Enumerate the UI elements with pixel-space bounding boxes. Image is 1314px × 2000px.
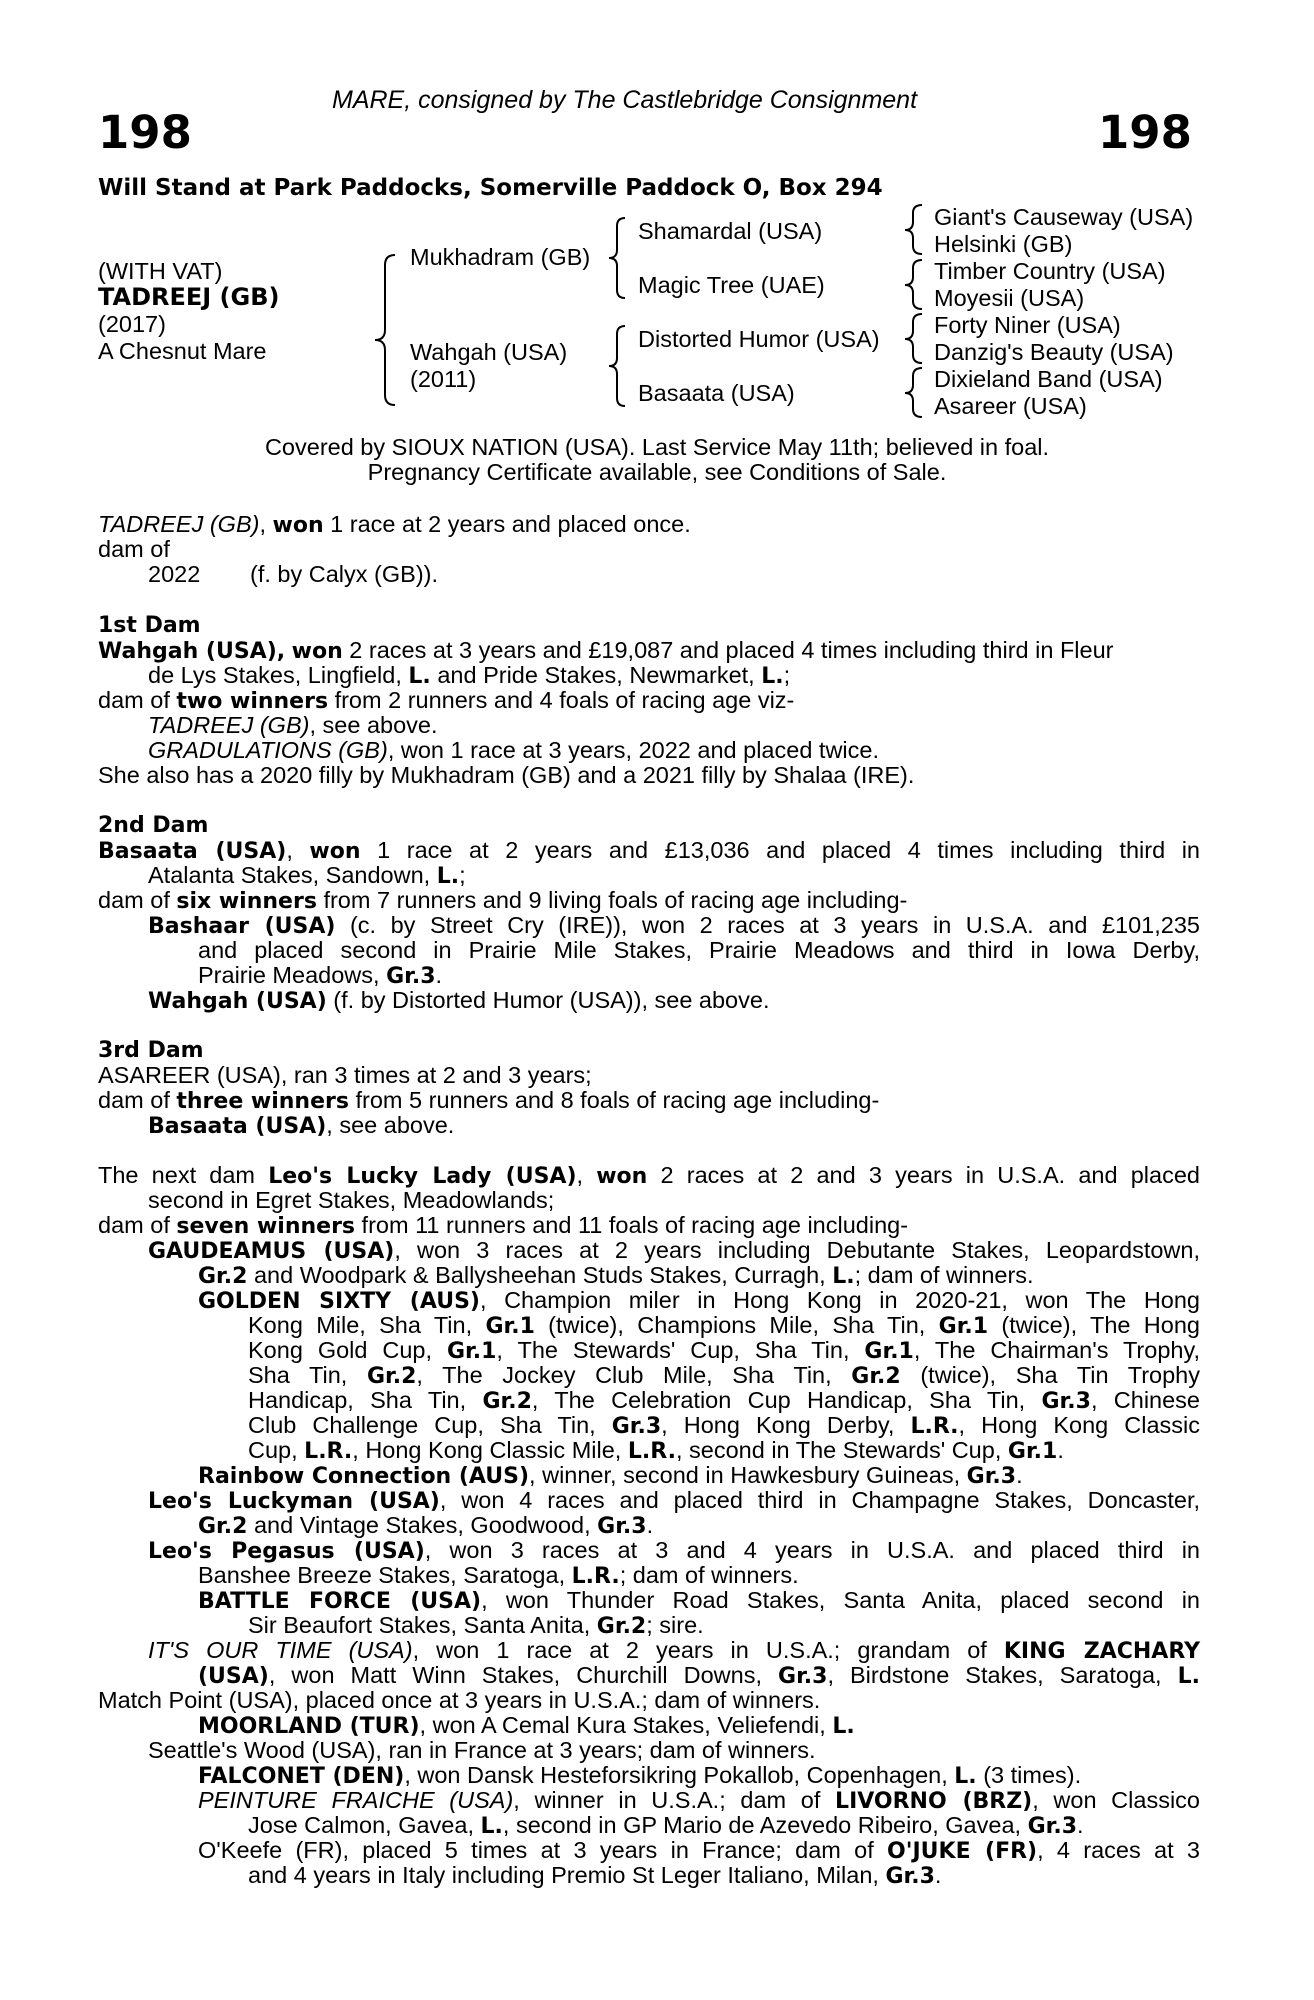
- first-dam-line-6: She also has a 2020 filly by Mukhadram (GB) and a 2021 filly by Shalaa (IRE).: [98, 762, 915, 788]
- first-dam-line-3: dam of two winners from 2 runners and 4 foals of racing age viz-: [98, 687, 795, 714]
- second-dam-line-1: Basaata (USA), won 1 race at 2 years and £13,036 and placed 4 times including third in: [98, 837, 1201, 864]
- second-dam-line-4: Bashaar (USA) (c. by Street Cry (IRE)), won 2 races at 3 years in U.S.A. and £101,235: [148, 912, 1200, 939]
- pedigree-dam-year: (2011): [410, 366, 477, 392]
- horse-year: (2017): [98, 311, 166, 337]
- third-dam-line-3: Basaata (USA), see above.: [148, 1112, 455, 1139]
- battle-force-line-1: BATTLE FORCE (USA), won Thunder Road Stakes, Santa Anita, placed second in: [198, 1587, 1200, 1614]
- intro-name: TADREEJ (GB): [98, 511, 260, 537]
- gaudeamus-line-2: Gr.2 and Woodpark & Ballysheehan Studs Stakes, Curragh, L.; dam of winners.: [198, 1262, 1034, 1289]
- pedigree-g5: Forty Niner (USA): [934, 312, 1121, 338]
- first-dam-line-4: TADREEJ (GB), see above.: [148, 712, 438, 738]
- battle-force-line-2: Sir Beaufort Stakes, Santa Anita, Gr.2; sire.: [248, 1612, 704, 1639]
- pedigree-sire: Mukhadram (GB): [410, 244, 591, 270]
- intro-line: TADREEJ (GB), won 1 race at 2 years and placed once.: [98, 511, 691, 538]
- lot-number-right: 198: [1098, 106, 1192, 159]
- its-our-time-line-1: IT'S OUR TIME (USA), won 1 race at 2 years in U.S.A.; grandam of KING ZACHARY: [148, 1637, 1201, 1664]
- intro-foal-year: 2022: [148, 561, 201, 587]
- first-dam-line-5: GRADULATIONS (GB), won 1 race at 3 years, 2022 and placed twice.: [148, 737, 879, 763]
- first-dam-line-1: Wahgah (USA), won 2 races at 3 years and £19,087 and placed 4 times including third in Fleur: [98, 637, 1114, 664]
- horse-description: A Chesnut Mare: [98, 338, 267, 364]
- intro-dam-of: dam of: [98, 536, 170, 562]
- leos-pegasus-line-2: Banshee Breeze Stakes, Saratoga, L.R.; dam of winners.: [198, 1562, 799, 1589]
- pedigree-dam-dam: Basaata (USA): [638, 380, 795, 406]
- moorland-line: MOORLAND (TUR), won A Cemal Kura Stakes, Veliefendi, L.: [198, 1712, 855, 1739]
- pedigree-sire-dam: Magic Tree (UAE): [638, 272, 825, 298]
- pedigree-g1: Giant's Causeway (USA): [934, 204, 1194, 230]
- match-point-line: Match Point (USA), placed once at 3 years in U.S.A.; dam of winners.: [98, 1687, 821, 1713]
- consignment-line: MARE, consigned by The Castlebridge Consignment: [332, 86, 918, 114]
- golden-sixty-line-2: Kong Mile, Sha Tin, Gr.1 (twice), Champions Mile, Sha Tin, Gr.1 (twice), The Hong: [248, 1312, 1200, 1339]
- second-dam-heading: 2nd Dam: [98, 813, 209, 838]
- intro-rest: 1 race at 2 years and placed once.: [323, 511, 691, 537]
- pedigree-g3: Timber Country (USA): [934, 258, 1166, 284]
- pedigree-g8: Asareer (USA): [934, 393, 1087, 419]
- vat-label: (WITH VAT): [98, 258, 223, 284]
- intro-won: won: [272, 513, 324, 538]
- pedigree-g7: Dixieland Band (USA): [934, 366, 1163, 392]
- golden-sixty-line-1: GOLDEN SIXTY (AUS), Champion miler in Hong Kong in 2020-21, won The Hong: [198, 1287, 1200, 1314]
- first-dam-heading: 1st Dam: [98, 613, 201, 638]
- covered-line-2: Pregnancy Certificate available, see Conditions of Sale.: [367, 459, 947, 485]
- intro-foal-desc: (f. by Calyx (GB)).: [250, 561, 439, 587]
- its-our-time-line-2: (USA), won Matt Winn Stakes, Churchill Downs, Gr.3, Birdstone Stakes, Saratoga, L.: [198, 1662, 1200, 1689]
- peinture-fraiche-line-2: Jose Calmon, Gavea, L., second in GP Mario de Azevedo Ribeiro, Gavea, Gr.3.: [248, 1812, 1084, 1839]
- pedigree-g4: Moyesii (USA): [934, 285, 1085, 311]
- first-dam-line-2: de Lys Stakes, Lingfield, L. and Pride Stakes, Newmarket, L.;: [148, 662, 791, 689]
- second-dam-line-3: dam of six winners from 7 runners and 9 living foals of racing age including-: [98, 887, 908, 914]
- leos-pegasus-line-1: Leo's Pegasus (USA), won 3 races at 3 and 4 years in U.S.A. and placed third in: [148, 1537, 1200, 1564]
- falconet-line: FALCONET (DEN), won Dansk Hesteforsikring Pokallob, Copenhagen, L. (3 times).: [198, 1762, 1082, 1789]
- leos-luckyman-line-2: Gr.2 and Vintage Stakes, Goodwood, Gr.3.: [198, 1512, 654, 1539]
- third-dam-line-2: dam of three winners from 5 runners and 8 foals of racing age including-: [98, 1087, 880, 1114]
- second-dam-line-5: and placed second in Prairie Mile Stakes, Prairie Meadows and third in Iowa Derby,: [198, 937, 1200, 963]
- pedigree-dam-sire: Distorted Humor (USA): [638, 326, 880, 352]
- okeefe-line-2: and 4 years in Italy including Premio St Leger Italiano, Milan, Gr.3.: [248, 1862, 942, 1889]
- stand-location: Will Stand at Park Paddocks, Somerville Paddock O, Box 294: [98, 175, 883, 201]
- third-dam-heading: 3rd Dam: [98, 1038, 204, 1063]
- second-dam-line-6: Prairie Meadows, Gr.3.: [198, 962, 443, 989]
- pedigree-g6: Danzig's Beauty (USA): [934, 339, 1174, 365]
- peinture-fraiche-line-1: PEINTURE FRAICHE (USA), winner in U.S.A.; dam of LIVORNO (BRZ), won Classico: [198, 1787, 1200, 1814]
- horse-name: TADREEJ (GB): [98, 283, 280, 311]
- rainbow-connection-line: Rainbow Connection (AUS), winner, second in Hawkesbury Guineas, Gr.3.: [198, 1462, 1023, 1489]
- second-dam-line-7: Wahgah (USA) (f. by Distorted Humor (USA)), see above.: [148, 987, 770, 1014]
- gaudeamus-line-1: GAUDEAMUS (USA), won 3 races at 2 years including Debutante Stakes, Leopardstown,: [148, 1237, 1200, 1264]
- okeefe-line-1: O'Keefe (FR), placed 5 times at 3 years in France; dam of O'JUKE (FR), 4 races at 3: [198, 1837, 1200, 1864]
- golden-sixty-line-4: Sha Tin, Gr.2, The Jockey Club Mile, Sha Tin, Gr.2 (twice), Sha Tin Trophy: [248, 1362, 1201, 1389]
- leos-luckyman-line-1: Leo's Luckyman (USA), won 4 races and placed third in Champagne Stakes, Doncaster,: [148, 1487, 1201, 1514]
- golden-sixty-line-6: Club Challenge Cup, Sha Tin, Gr.3, Hong Kong Derby, L.R., Hong Kong Classic: [248, 1412, 1200, 1439]
- next-dam-line-3: dam of seven winners from 11 runners and 11 foals of racing age including-: [98, 1212, 909, 1239]
- lot-number-left: 198: [98, 106, 192, 159]
- golden-sixty-line-3: Kong Gold Cup, Gr.1, The Stewards' Cup, Sha Tin, Gr.1, The Chairman's Trophy,: [248, 1337, 1201, 1364]
- pedigree-dam: Wahgah (USA): [410, 339, 568, 365]
- seattles-wood-line: Seattle's Wood (USA), ran in France at 3 years; dam of winners.: [148, 1737, 816, 1763]
- next-dam-line-2: second in Egret Stakes, Meadowlands;: [148, 1187, 555, 1213]
- next-dam-line-1: The next dam Leo's Lucky Lady (USA), won 2 races at 2 and 3 years in U.S.A. and placed: [98, 1162, 1200, 1189]
- pedigree-g2: Helsinki (GB): [934, 231, 1073, 257]
- third-dam-line-1: ASAREER (USA), ran 3 times at 2 and 3 years;: [98, 1062, 592, 1088]
- pedigree-sire-sire: Shamardal (USA): [638, 218, 823, 244]
- covered-line-1: Covered by SIOUX NATION (USA). Last Service May 11th; believed in foal.: [264, 434, 1050, 460]
- golden-sixty-line-7: Cup, L.R., Hong Kong Classic Mile, L.R., second in The Stewards' Cup, Gr.1.: [248, 1437, 1064, 1464]
- golden-sixty-line-5: Handicap, Sha Tin, Gr.2, The Celebration Cup Handicap, Sha Tin, Gr.3, Chinese: [248, 1387, 1200, 1414]
- second-dam-line-2: Atalanta Stakes, Sandown, L.;: [148, 862, 466, 889]
